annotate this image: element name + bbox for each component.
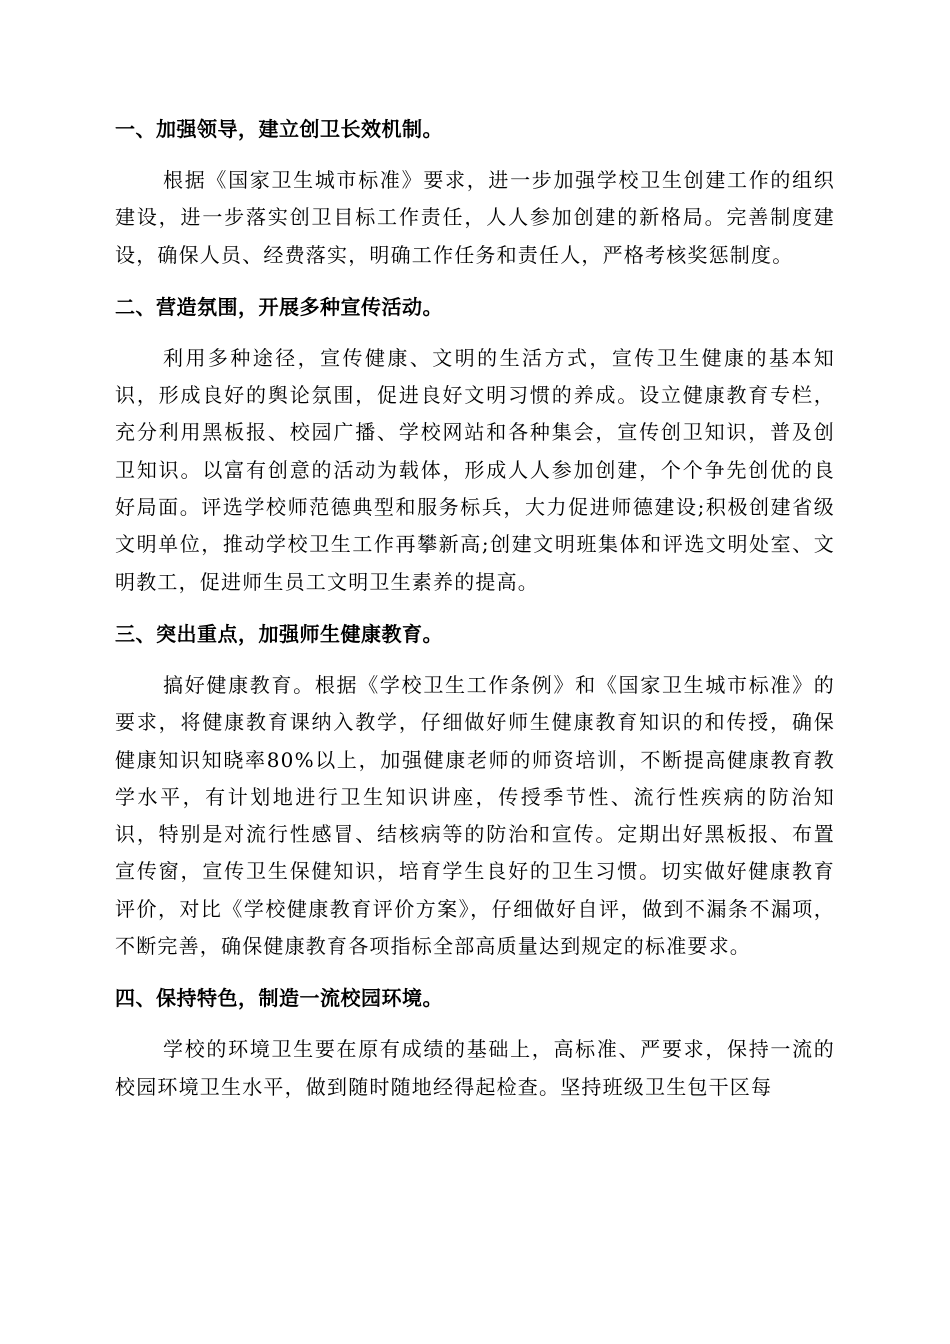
section-heading-2: 二、营造氛围，开展多种宣传活动。: [115, 294, 443, 319]
section-heading-1: 一、加强领导，建立创卫长效机制。: [115, 117, 443, 141]
section-heading-3: 三、突出重点，加强师生健康教育。: [115, 621, 443, 646]
section-body-1: 根据《国家卫生城市标准》要求，进一步加强学校卫生创建工作的组织建设，进一步落实创卫目标工作责任，人人参加创建的新格局。完善制度建设，确保人员、经费落实，明确工作任务和责任人，严格考核奖惩制度。: [115, 168, 835, 267]
section-body-4: 学校的环境卫生要在原有成绩的基础上，高标准、严要求，保持一流的校园环境卫生水平，做到随时随地经得起检查。坚持班级卫生包干区每: [115, 1037, 835, 1099]
section-heading-4: 四、保持特色，制造一流校园环境。: [115, 986, 443, 1011]
section-body-3: 搞好健康教育。根据《学校卫生工作条例》和《国家卫生城市标准》的要求，将健康教育课纳入教学，仔细做好师生健康教育知识的和传授，确保健康知识知晓率80%以上，加强健康老师的师资培训，不断提高健康教育教学水平，有计划地进行卫生知识讲座，传授季节性、流行性疾病的防治知识，特别是对流行性感冒、结核病等的防治和宣传。定期出好黑板报、布置宣传窗，宣传卫生保健知识，培育学生良好的卫生习惯。切实做好健康教育评价，对比《学校健康教育评价方案》，仔细做好自评，做到不漏条不漏项，不断完善，确保健康教育各项指标全部高质量达到规定的标准要求。: [115, 672, 835, 959]
document-page: [115, 110, 835, 1120]
section-body-2: 利用多种途径，宣传健康、文明的生活方式，宣传卫生健康的基本知识，形成良好的舆论氛围，促进良好文明习惯的养成。设立健康教育专栏，充分利用黑板报、校园广播、学校网站和各种集会，宣传创卫知识，普及创卫知识。以富有创意的活动为载体，形成人人参加创建，个个争先创优的良好局面。评选学校师范德典型和服务标兵，大力促进师德建设;积极创建省级文明单位，推动学校卫生工作再攀新高;创建文明班集体和评选文明处室、文明教工，促进师生员工文明卫生素养的提高。: [115, 345, 835, 594]
